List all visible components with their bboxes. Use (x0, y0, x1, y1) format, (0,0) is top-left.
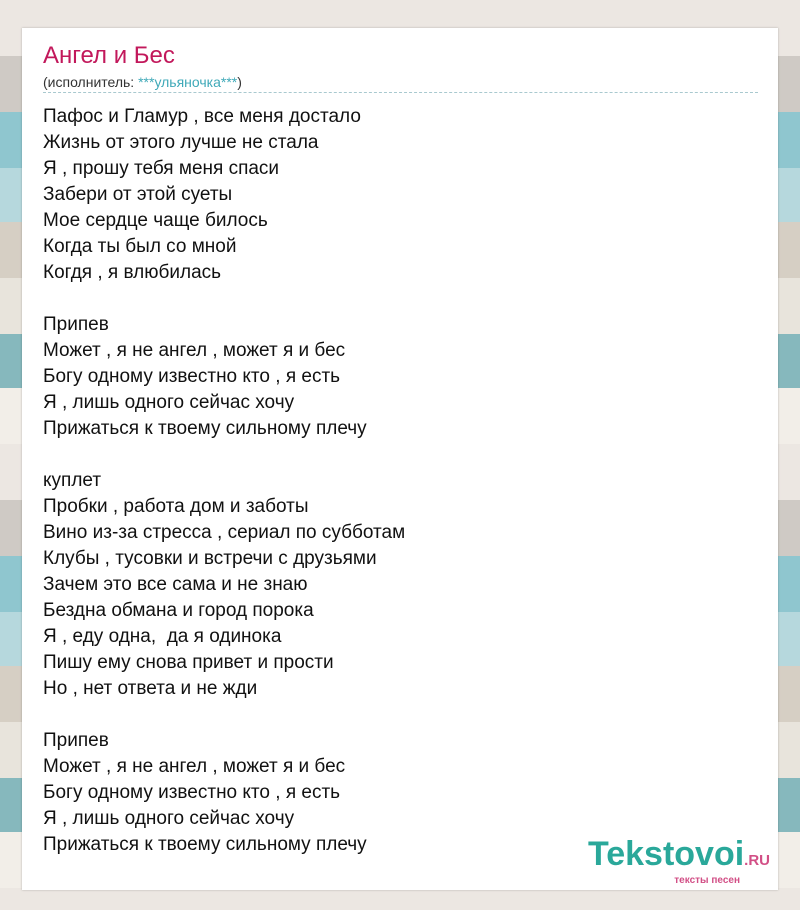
song-title: Ангел и Бес (43, 42, 175, 69)
lyrics-line: Богу одному известно кто , я есть (43, 782, 341, 803)
lyrics-line: Припев (43, 314, 109, 335)
lyrics-line: Я , прошу тебя меня спаси (43, 158, 280, 179)
lyrics-line: Когда ты был со мной (43, 236, 237, 257)
logo-tagline: тексты песен (674, 875, 740, 886)
title-divider (43, 92, 758, 93)
logo-tld: .RU (744, 852, 770, 869)
lyrics-line: Жизнь от этого лучше не стала (43, 132, 319, 153)
lyrics-card (22, 28, 778, 890)
lyrics-blank-line (43, 702, 763, 728)
lyrics-line: Я , лишь одного сейчас хочу (43, 392, 295, 413)
logo-name: Tekstovoi (587, 835, 745, 873)
lyrics-line: куплет (43, 470, 102, 491)
performer-line (43, 73, 242, 91)
lyrics-line: Мое сердце чаще билось (43, 210, 268, 231)
logo-wordmark (588, 836, 770, 879)
lyrics-blank-line (43, 442, 763, 468)
lyrics-line: Может , я не ангел , может я и бес (43, 340, 346, 361)
lyrics-line: Бездна обмана и город порока (43, 600, 314, 621)
site-logo[interactable] (588, 836, 770, 886)
lyrics-line: Припев (43, 730, 109, 751)
lyrics-blank-line (43, 286, 763, 312)
lyrics-line: Зачем это все сама и не знаю (43, 574, 308, 595)
performer-prefix: (исполнитель: (43, 74, 139, 90)
performer-suffix: ) (237, 74, 242, 90)
lyrics-line: Я , лишь одного сейчас хочу (43, 808, 295, 829)
lyrics-text (43, 104, 763, 858)
lyrics-line: Когдя , я влюбилась (43, 262, 222, 283)
lyrics-line: Богу одному известно кто , я есть (43, 366, 341, 387)
lyrics-line: Прижаться к твоему сильному плечу (43, 834, 367, 855)
lyrics-line: Забери от этой суеты (43, 184, 233, 205)
lyrics-line: Но , нет ответа и не жди (43, 678, 258, 699)
lyrics-line: Пишу ему снова привет и прости (43, 652, 334, 673)
lyrics-line: Прижаться к твоему сильному плечу (43, 418, 367, 439)
lyrics-line: Может , я не ангел , может я и бес (43, 756, 346, 777)
performer-name-link[interactable]: ***ульяночка*** (138, 74, 238, 90)
lyrics-line: Пробки , работа дом и заботы (43, 496, 309, 517)
lyrics-line: Пафос и Гламур , все меня достало (43, 106, 361, 127)
lyrics-line: Вино из-за стресса , сериал по субботам (43, 522, 406, 543)
lyrics-line: Я , еду одна, да я одинока (43, 626, 282, 647)
lyrics-line: Клубы , тусовки и встречи с друзьями (43, 548, 377, 569)
